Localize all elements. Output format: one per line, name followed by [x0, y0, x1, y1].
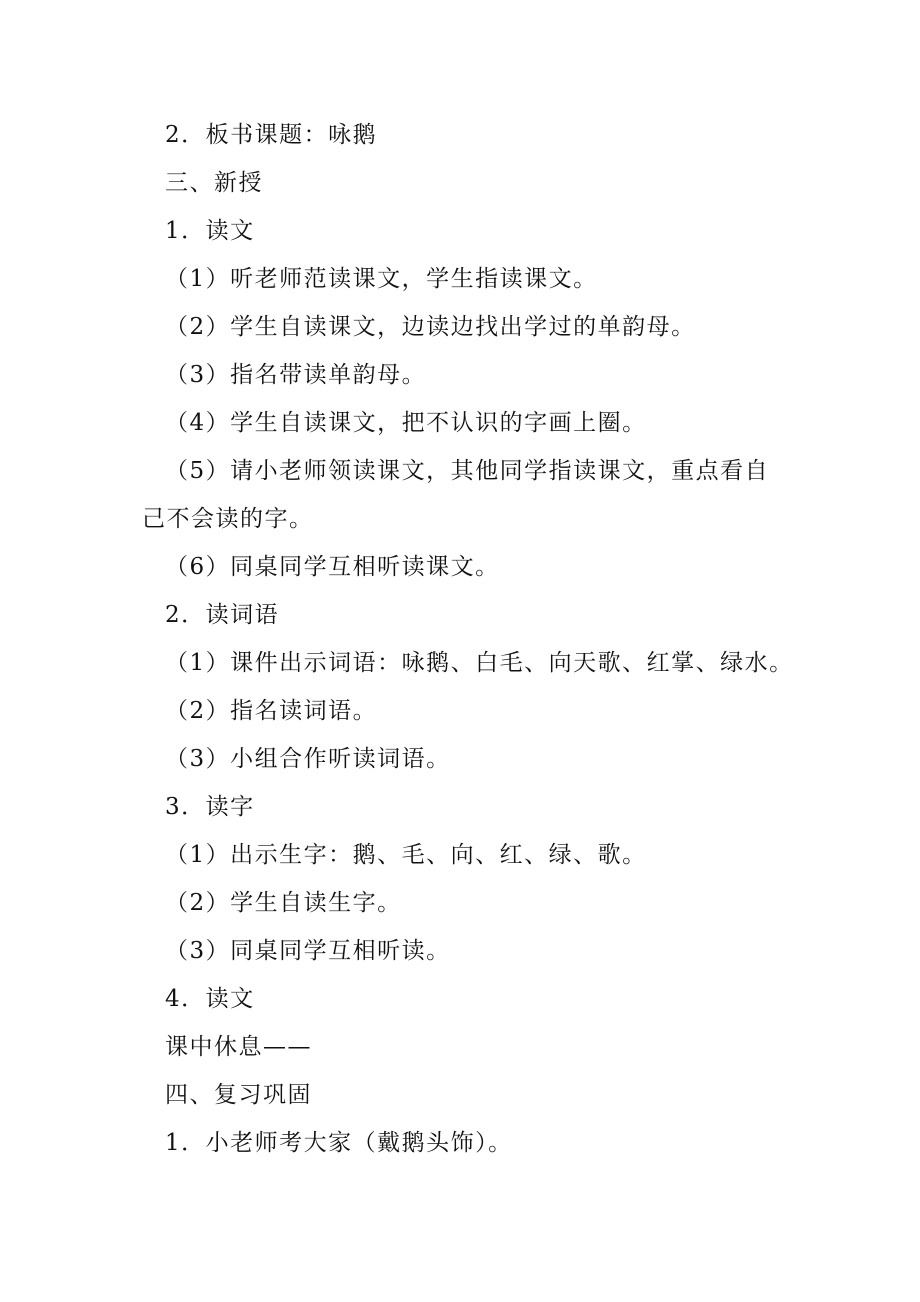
section-heading-review: 四、复习巩固 [165, 1082, 312, 1108]
chars-sub-step-3: （3）同桌同学互相听读。 [165, 938, 451, 964]
words-sub-step-3: （3）小组合作听读词语。 [165, 746, 451, 772]
step-read-characters: 3．读字 [165, 794, 255, 820]
sub-step-4: （4）学生自读课文，把不认识的字画上圈。 [165, 410, 647, 436]
section-heading-new-lesson: 三、新授 [165, 170, 263, 196]
break-note: 课中休息—— [165, 1034, 312, 1060]
sub-step-5: （5）请小老师领读课文，其他同学指读课文，重点看自 [165, 458, 770, 484]
step-read-text: 1．读文 [165, 218, 255, 244]
chars-sub-step-1: （1）出示生字：鹅、毛、向、红、绿、歌。 [165, 842, 647, 868]
words-sub-step-1: （1）课件出示词语：咏鹅、白毛、向天歌、红掌、绿水。 [165, 650, 794, 676]
step-title-writing: 2．板书课题：咏鹅 [165, 122, 378, 148]
sub-step-3: （3）指名带读单韵母。 [165, 362, 427, 388]
sub-step-1: （1）听老师范读课文，学生指读课文。 [165, 266, 598, 292]
review-step-1: 1．小老师考大家（戴鹅头饰）。 [165, 1130, 513, 1156]
chars-sub-step-2: （2）学生自读生字。 [165, 890, 402, 916]
words-sub-step-2: （2）指名读词语。 [165, 698, 378, 724]
step-read-words: 2．读词语 [165, 602, 280, 628]
sub-step-6: （6）同桌同学互相听读课文。 [165, 554, 500, 580]
sub-step-5-continued: 己不会读的字。 [142, 506, 314, 532]
step-read-text-again: 4．读文 [165, 986, 255, 1012]
sub-step-2: （2）学生自读课文，边读边找出学过的单韵母。 [165, 314, 696, 340]
